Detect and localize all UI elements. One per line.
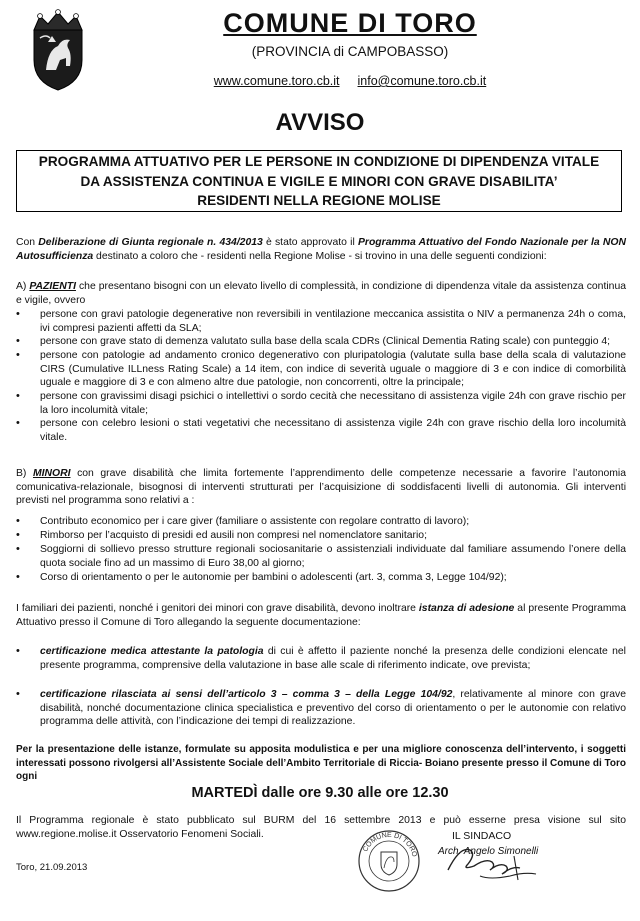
- document-item: • certificazione medica attestante la patologia di cui è affetto il paziente nonché la presenza delle condizioni elencate nel presente programma, comprensive della valutazione in base alle scale di riferimento indicate, ove prevista;: [40, 645, 626, 672]
- document-date: Toro, 21.09.2013: [16, 862, 88, 873]
- seal-text: COMUNE DI TORO: [362, 831, 418, 858]
- municipal-seal-icon: [356, 828, 422, 894]
- website-link[interactable]: www.comune.toro.cb.it: [213, 74, 340, 88]
- mayor-title: IL SINDACO: [452, 830, 512, 842]
- list-item: • Soggiorni di sollievo presso strutture regionali sociosanitarie o assistenziali individuate dal familiare assumendo l’onere della quota sociale fino ad un massimo di Euro 38,00 al giorno;: [40, 543, 626, 570]
- familiari-paragraph: I familiari dei pazienti, nonché i genitori dei minori con grave disabilità, devono inoltrare istanza di adesione al presente Programma Attuativo presso il Comune di Toro allegando la seguente documentazione:: [16, 603, 627, 628]
- presentation-paragraph: Per la presentazione delle istanze, formulate su apposita modulistica e per una migliore conoscenza dell’intervento, i soggetti interessati possono rivolgersi all’Assistente Sociale dell’Ambito Territoriale di Riccia- Boiano presente presso il Comune di Toro ogni: [16, 744, 626, 783]
- office-hours: MARTEDÌ dalle ore 9.30 alle ore 12.30: [191, 785, 449, 801]
- notice-heading: AVVISO: [275, 109, 365, 136]
- list-item: • persone con celebro lesioni o stati vegetativi che necessitano di assistenza vigile 24h con grave rischio della loro incolumità vitale.: [40, 417, 626, 444]
- program-banner: [16, 150, 622, 212]
- municipal-crest-icon: [26, 8, 90, 92]
- list-item: • Rimborso per l’acquisto di presidi ed ausili non compresi nel nomenclatore sanitario;: [40, 529, 626, 543]
- list-item: • persone con grave stato di demenza valutato sulla base della scala CDRs (Clinical Dementia Rating scale) con punteggio 4;: [40, 335, 626, 349]
- document-item: • certificazione rilasciata ai sensi dell’articolo 3 – comma 3 – della Legge 104/92, relativamente al minore con grave disabilità, nonché documentazione clinica specialistica e preventivo del corso di orientamento o per le autonomie con relativo programma delle attività, con l’indicazione dei tempi di realizzazione.: [40, 688, 626, 729]
- list-item: • Contributo economico per i care giver (familiare o assistente con regolare contratto di lavoro);: [40, 515, 626, 529]
- section-a-heading: A) PAZIENTI che presentano bisogni con un elevato livello di complessità, in condizione di dipendenza vitale da assistenza continua e vigile, ovvero: [16, 281, 626, 306]
- banner-line: PROGRAMMA ATTUATIVO PER LE PERSONE IN CONDIZIONE DI DIPENDENZA VITALE: [38, 154, 600, 169]
- list-item: • Corso di orientamento o per le autonomie per bambini o adolescenti (art. 3, comma 3, Legge 104/92);: [40, 571, 626, 585]
- publication-paragraph: Il Programma regionale è stato pubblicato sul BURM del 16 settembre 2013 e può esserne presa visione sul sito www.regione.molise.it Osservatorio Fenomeni Sociali.: [16, 815, 626, 840]
- municipality-title: COMUNE DI TORO: [223, 8, 477, 38]
- list-item: • persone con gravissimi disagi psichici o intellettivi o sordo cecità che necessitano di assistenza vigile 24h con grave rischio per la loro incolumità vitale;: [40, 390, 626, 417]
- section-b-heading: B) MINORI con grave disabilità che limita fortemente l’apprendimento delle competenze necessarie a favorire l’autonomia comunicativa-relazionale, bisognosi di interventi strutturati per l’acquisizione di soddisfacenti livelli di autonomia. Gli interventi previsti nel programma sono relativi a :: [16, 468, 627, 507]
- list-item: • persone con patologie ad andamento cronico degenerativo con pluripatologia (valutate sulla base della scala di valutazione CIRS (Cumulative ILLness Rating Scale) a 14 item, con indice di severità uguale o maggiore di 3 e con indice di comorbilità uguale e maggiore di 3 e con almeno altre due patologie, non concorrenti, oltre la principale;: [40, 349, 626, 390]
- intro-paragraph: Con Deliberazione di Giunta regionale n. 434/2013 è stato approvato il Programma Attuativo del Fondo Nazionale per la NON Autosufficienza destinato a coloro che - residenti nella Regione Molise - si trovino in una delle seguenti condizioni:: [16, 237, 627, 262]
- province-subtitle: (PROVINCIA di CAMPOBASSO): [251, 44, 449, 59]
- banner-line: RESIDENTI NELLA REGIONE MOLISE: [197, 193, 441, 208]
- handwritten-signature: [440, 836, 550, 884]
- email-link[interactable]: info@comune.toro.cb.it: [357, 74, 487, 88]
- list-item: • persone con gravi patologie degenerative non reversibili in ventilazione meccanica assistita o NIV a permanenza 24h o coma, ivi compresi pazienti affetti da SLA;: [40, 308, 626, 335]
- contact-links: [160, 73, 540, 89]
- banner-line: DA ASSISTENZA CONTINUA E VIGILE E MINORI CON GRAVE DISABILITA’: [80, 173, 558, 189]
- mayor-name: Arch. Angelo Simonelli: [438, 846, 539, 857]
